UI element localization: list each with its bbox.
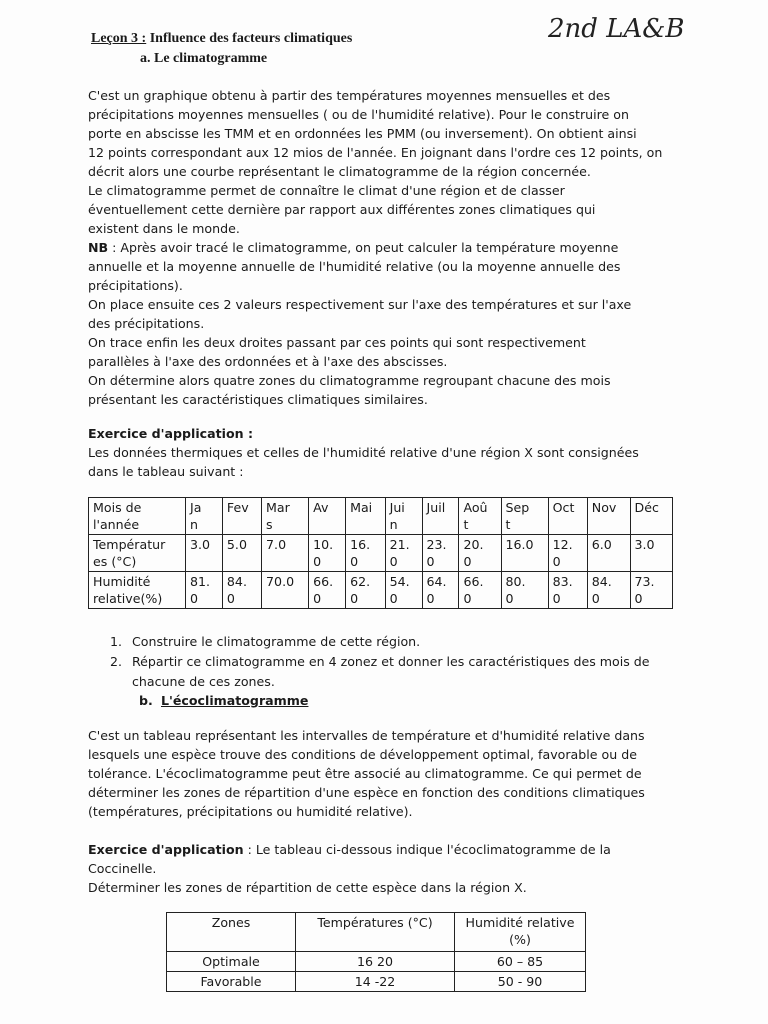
cell-text: t	[505, 517, 511, 532]
cell-text: 0	[463, 554, 472, 569]
cell-text: 83.	[552, 574, 573, 589]
cell-text: 6.0	[591, 537, 612, 552]
cell-text: 84.	[591, 574, 612, 589]
row-label-cell	[89, 535, 186, 572]
cell-text: 3.0	[190, 537, 211, 552]
intro-line: existent dans le monde.	[88, 221, 240, 236]
cell-text: Oct	[552, 500, 575, 515]
intro-line: décrit alors une courbe représentant le climatogramme de la région concernée.	[88, 164, 591, 179]
cell-text: 0	[552, 591, 561, 606]
cell-text: 0	[505, 591, 514, 606]
cell-text: 16.	[350, 537, 371, 552]
exercise2-text: : Le tableau ci-dessous indique l'écoclimatogramme de la	[243, 842, 611, 857]
intro-line: On trace enfin les deux droites passant par ces points qui sont respectivement	[88, 335, 586, 350]
exercise1-title: Exercice d'application :	[88, 426, 254, 441]
table-header-cell	[455, 913, 586, 952]
intro-line: éventuellement cette dernière par rapport aux différentes zones climatiques qui	[88, 202, 596, 217]
question-1	[110, 632, 690, 652]
cell-text: 3.0	[634, 537, 655, 552]
cell-text: 73.	[634, 574, 655, 589]
exercise2-title: Exercice d'application	[88, 842, 244, 857]
table-row	[89, 572, 673, 609]
humidity-cell	[548, 572, 587, 609]
humidity-cell	[459, 572, 501, 609]
temperature-cell	[309, 535, 346, 572]
cell-text: 0	[426, 554, 435, 569]
month-cell	[548, 498, 587, 535]
table-header-cell: Températures (°C)	[296, 913, 455, 952]
month-cell	[459, 498, 501, 535]
intro-line: présentant les caractéristiques climatiques similaires.	[88, 392, 428, 407]
section-a-heading: a. Le climatogramme	[140, 51, 268, 66]
month-cell	[385, 498, 422, 535]
cell-text: Av	[313, 500, 329, 515]
cell-text: Températur	[93, 537, 166, 552]
cell-text: 0	[226, 591, 235, 606]
cell-text: 0	[389, 591, 398, 606]
temperature-range-cell: 16 20	[296, 952, 455, 972]
cell-text: Mai	[350, 500, 373, 515]
temperature-cell	[262, 535, 309, 572]
lesson-number: Leçon 3 :	[91, 31, 147, 46]
cell-text: 0	[350, 591, 359, 606]
cell-text: 0	[190, 591, 199, 606]
intro-line: annuelle et la moyenne annuelle de l'humidité relative (ou la moyenne annuelle des	[88, 259, 621, 274]
cell-text: 0	[313, 554, 322, 569]
humidity-cell	[309, 572, 346, 609]
cell-text: Déc	[634, 500, 659, 515]
exercise1-line: Les données thermiques et celles de l'humidité relative d'une région X sont consignées	[88, 445, 639, 460]
handwritten-note: 2nd LA&B	[548, 14, 685, 44]
cell-text: es (°C)	[93, 554, 137, 569]
question-text: Construire le climatogramme de cette région.	[132, 634, 421, 649]
section-b-paragraph	[88, 726, 688, 821]
question-2	[110, 652, 690, 672]
table-row	[167, 913, 586, 952]
intro-line: On détermine alors quatre zones du climatogramme regroupant chacune des mois	[88, 373, 611, 388]
cell-text: Sep	[505, 500, 530, 515]
questions-list	[110, 632, 690, 692]
cell-text: 80.	[505, 574, 526, 589]
temperature-cell	[186, 535, 223, 572]
cell-text: 0	[463, 591, 472, 606]
climate-table	[88, 497, 673, 609]
cell-text: 0	[634, 591, 643, 606]
cell-text: 23.	[426, 537, 447, 552]
question-text: Répartir ce climatogramme en 4 zonez et donner les caractéristiques des mois de	[132, 654, 650, 669]
cell-text: 54.	[389, 574, 410, 589]
intro-line: parallèles à l'axe des ordonnées et à l'axe des abscisses.	[88, 354, 448, 369]
month-cell	[186, 498, 223, 535]
intro-line: Le climatogramme permet de connaître le climat d'une région et de classer	[88, 183, 565, 198]
zone-cell: Optimale	[167, 952, 296, 972]
question-number: 1.	[110, 634, 123, 649]
table-header-cell	[89, 498, 186, 535]
cell-text: 10.	[313, 537, 334, 552]
exercise2-line: Coccinelle.	[88, 861, 157, 876]
temperature-cell	[222, 535, 261, 572]
month-cell	[309, 498, 346, 535]
cell-text: 84.	[226, 574, 247, 589]
cell-text: relative(%)	[93, 591, 163, 606]
intro-line: On place ensuite ces 2 valeurs respectivement sur l'axe des températures et sur l'axe	[88, 297, 632, 312]
cell-text: t	[463, 517, 469, 532]
cell-text: 62.	[350, 574, 371, 589]
question-text: chacune de ces zones.	[132, 674, 275, 689]
cell-text: 0	[389, 554, 398, 569]
table-row	[167, 972, 586, 992]
question-number: 2.	[110, 654, 123, 669]
row-label-cell	[89, 572, 186, 609]
cell-text: 20.	[463, 537, 484, 552]
month-cell	[422, 498, 459, 535]
humidity-cell	[385, 572, 422, 609]
cell-text: Ja	[190, 500, 202, 515]
intro-paragraph	[88, 86, 688, 409]
temperature-cell	[459, 535, 501, 572]
cell-text: Aoû	[463, 500, 488, 515]
cell-text: n	[389, 517, 398, 532]
intro-line: précipitations).	[88, 278, 183, 293]
humidity-range-cell: 60 – 85	[455, 952, 586, 972]
cell-text: 66.	[313, 574, 334, 589]
paragraph-line: C'est un tableau représentant les intervalles de température et d'humidité relative dans	[88, 728, 645, 743]
temperature-cell	[346, 535, 386, 572]
cell-text: Nov	[591, 500, 617, 515]
month-cell	[346, 498, 386, 535]
ecoclimatogram-table	[166, 912, 586, 992]
humidity-cell	[630, 572, 673, 609]
table-row	[89, 498, 673, 535]
month-cell	[222, 498, 261, 535]
intro-line: 12 points correspondant aux 12 mios de l'année. En joignant dans l'ordre ces 12 points, on	[88, 145, 663, 160]
humidity-cell	[186, 572, 223, 609]
cell-text: 0	[350, 554, 359, 569]
nb-label: NB	[88, 240, 109, 255]
exercise1-line: dans le tableau suivant :	[88, 464, 244, 479]
month-cell	[262, 498, 309, 535]
table-row	[89, 535, 673, 572]
cell-text: 0	[552, 554, 561, 569]
temperature-cell	[548, 535, 587, 572]
intro-line: porte en abscisse les TMM et en ordonnées les PMM (ou inversement). On obtient ainsi	[88, 126, 637, 141]
humidity-cell	[346, 572, 386, 609]
humidity-cell	[501, 572, 548, 609]
cell-text: Fev	[226, 500, 249, 515]
cell-text: Juil	[426, 500, 446, 515]
cell-text: Mar	[266, 500, 290, 515]
humidity-range-cell: 50 - 90	[455, 972, 586, 992]
paragraph-line: déterminer les zones de répartition d'une espèce en fonction des conditions climatiques	[88, 785, 645, 800]
cell-text: 21.	[389, 537, 410, 552]
cell-text: n	[190, 517, 198, 532]
exercise2-line	[88, 840, 688, 859]
cell-text: Mois de	[93, 500, 142, 515]
lesson-title: Influence des facteurs climatiques	[149, 31, 353, 46]
temperature-cell	[422, 535, 459, 572]
temperature-cell	[630, 535, 673, 572]
table-header-cell: Zones	[167, 913, 296, 952]
cell-text: l'année	[93, 517, 140, 532]
lesson-heading	[91, 31, 352, 47]
table-row	[167, 952, 586, 972]
humidity-cell	[422, 572, 459, 609]
cell-text: Humidité	[93, 574, 151, 589]
month-cell	[501, 498, 548, 535]
cell-text: Humidité relative	[465, 915, 575, 930]
cell-text: 66.	[463, 574, 484, 589]
section-b-label: b.	[139, 693, 153, 708]
cell-text: 70.0	[266, 574, 295, 589]
month-cell	[630, 498, 673, 535]
cell-text: 81.	[190, 574, 211, 589]
cell-text: 0	[313, 591, 322, 606]
exercise2-line: Déterminer les zones de répartition de cette espèce dans la région X.	[88, 880, 527, 895]
section-b-title: L'écoclimatogramme	[161, 693, 309, 708]
cell-text: 5.0	[226, 537, 247, 552]
intro-text: : Après avoir tracé le climatogramme, on peut calculer la température moyenne	[108, 240, 619, 255]
cell-text: 12.	[552, 537, 573, 552]
temperature-cell	[385, 535, 422, 572]
humidity-cell	[587, 572, 630, 609]
paragraph-line: lesquels une espèce trouve des conditions de développement optimal, favorable ou de	[88, 747, 637, 762]
intro-line: C'est un graphique obtenu à partir des températures moyennes mensuelles et des	[88, 88, 611, 103]
cell-text: 7.0	[266, 537, 287, 552]
cell-text: Jui	[389, 500, 405, 515]
cell-text: s	[266, 517, 273, 532]
humidity-cell	[222, 572, 261, 609]
month-cell	[587, 498, 630, 535]
temperature-range-cell: 14 -22	[296, 972, 455, 992]
zone-cell: Favorable	[167, 972, 296, 992]
paragraph-line: tolérance. L'écoclimatogramme peut être associé au climatogramme. Ce qui permet de	[88, 766, 642, 781]
intro-line: des précipitations.	[88, 316, 205, 331]
cell-text: 16.0	[505, 537, 534, 552]
cell-text: 64.	[426, 574, 447, 589]
section-b-heading	[139, 693, 308, 708]
temperature-cell	[587, 535, 630, 572]
humidity-cell	[262, 572, 309, 609]
nb-line	[88, 238, 688, 257]
cell-text: 0	[426, 591, 435, 606]
question-2-continued	[110, 672, 690, 692]
paragraph-line: (températures, précipitations ou humidité relative).	[88, 804, 413, 819]
exercise2	[88, 840, 688, 897]
temperature-cell	[501, 535, 548, 572]
intro-line: précipitations moyennes mensuelles ( ou de l'humidité relative). Pour le construire on	[88, 107, 629, 122]
exercise1	[88, 424, 688, 481]
cell-text: 0	[591, 591, 600, 606]
cell-text: (%)	[509, 932, 531, 947]
